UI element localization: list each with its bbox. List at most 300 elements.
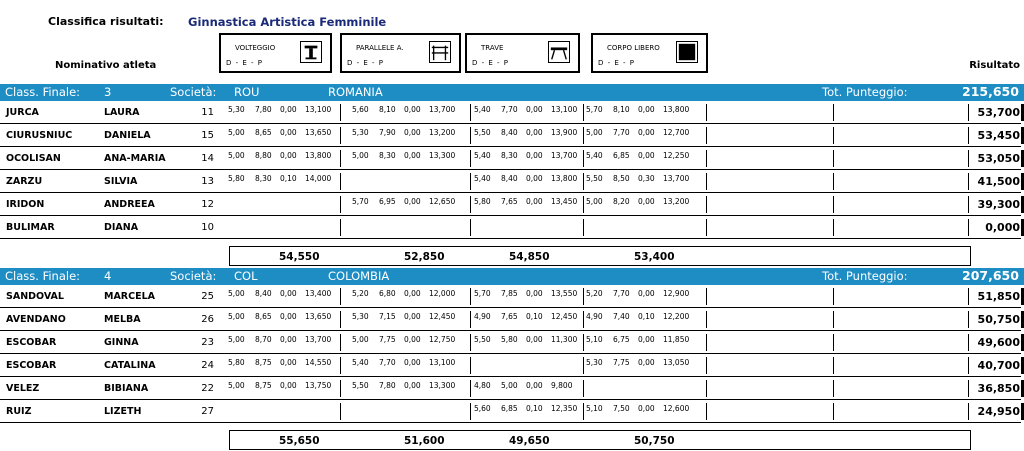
score-p: 0,00 <box>404 289 421 298</box>
column-divider <box>833 334 834 351</box>
column-divider <box>340 288 341 305</box>
score-d: 5,40 <box>586 151 603 160</box>
column-divider <box>833 127 834 144</box>
column-divider <box>968 150 969 167</box>
column-divider <box>583 150 584 167</box>
column-divider <box>470 150 471 167</box>
score-p: 0,00 <box>404 335 421 344</box>
score-total: 13,550 <box>551 289 578 298</box>
athlete-bib: 14 <box>201 153 214 164</box>
column-divider <box>470 196 471 213</box>
column-divider <box>968 219 969 236</box>
athlete-row <box>0 285 1024 308</box>
athlete-row <box>0 308 1024 331</box>
class-label: Class. Finale: <box>5 269 81 283</box>
column-divider <box>340 127 341 144</box>
society-label: Società: <box>170 269 217 283</box>
apparatus-dep: D - E - P <box>472 59 509 67</box>
score-d: 5,60 <box>352 105 369 114</box>
athlete-first-name: GINNA <box>104 337 139 348</box>
score-p: 0,00 <box>404 151 421 160</box>
athlete-last-name: CIURUSNIUC <box>6 130 73 141</box>
column-divider <box>706 380 707 397</box>
score-total: 13,400 <box>305 289 332 298</box>
score-total: 11,850 <box>663 335 690 344</box>
score-d: 5,30 <box>352 128 369 137</box>
column-divider <box>968 311 969 328</box>
score-p: 0,00 <box>404 105 421 114</box>
score-d: 4,90 <box>474 312 491 321</box>
score-d: 5,70 <box>586 105 603 114</box>
column-divider <box>833 104 834 121</box>
score-d: 5,30 <box>586 358 603 367</box>
score-d: 5,50 <box>586 174 603 183</box>
column-divider <box>833 357 834 374</box>
column-divider <box>968 196 969 213</box>
score-d: 5,00 <box>352 335 369 344</box>
score-d: 5,00 <box>352 151 369 160</box>
team-code: COL <box>234 269 258 283</box>
apparatus-dep: D - E - P <box>598 59 635 67</box>
column-divider <box>340 380 341 397</box>
athlete-row <box>0 216 1024 239</box>
score-p: 0,00 <box>280 151 297 160</box>
athlete-first-name: LAURA <box>104 107 140 118</box>
athlete-first-name: DIANA <box>104 222 139 233</box>
athlete-last-name: IRIDON <box>6 199 45 210</box>
athlete-row <box>0 193 1024 216</box>
apparatus-dep: D - E - P <box>347 59 384 67</box>
score-d: 5,40 <box>474 151 491 160</box>
class-label: Class. Finale: <box>5 85 81 99</box>
column-divider <box>583 288 584 305</box>
score-p: 0,10 <box>526 404 543 413</box>
score-p: 0,00 <box>638 197 655 206</box>
score-p: 0,00 <box>526 105 543 114</box>
score-d: 5,70 <box>474 289 491 298</box>
floor-icon <box>676 41 698 63</box>
athlete-bib: 27 <box>201 406 214 417</box>
athlete-result: 50,750 <box>977 313 1020 326</box>
athlete-row <box>0 101 1024 124</box>
score-d: 5,50 <box>352 381 369 390</box>
team-rank: 3 <box>104 85 112 99</box>
athlete-last-name: RUIZ <box>6 406 32 417</box>
score-e: 8,70 <box>255 335 272 344</box>
score-e: 8,10 <box>379 105 396 114</box>
total-label: Tot. Punteggio: <box>822 269 908 283</box>
athlete-last-name: ESCOBAR <box>6 360 57 371</box>
athlete-first-name: ANA-MARIA <box>104 153 166 164</box>
score-e: 7,15 <box>379 312 396 321</box>
column-divider <box>968 173 969 190</box>
score-d: 5,00 <box>228 312 245 321</box>
score-p: 0,00 <box>526 197 543 206</box>
apparatus-total: 51,600 <box>404 435 445 447</box>
athlete-result: 39,300 <box>977 198 1020 211</box>
athlete-result: 53,450 <box>977 129 1020 142</box>
column-divider <box>340 357 341 374</box>
score-d: 5,40 <box>474 174 491 183</box>
score-e: 8,30 <box>255 174 272 183</box>
apparatus-name: VOLTEGGIO <box>235 44 276 52</box>
score-p: 0,00 <box>526 128 543 137</box>
column-divider <box>470 219 471 236</box>
score-d: 5,30 <box>228 105 245 114</box>
athlete-bib: 25 <box>201 291 214 302</box>
column-divider <box>470 311 471 328</box>
score-e: 8,40 <box>501 174 518 183</box>
athlete-row <box>0 331 1024 354</box>
score-total: 13,300 <box>429 151 456 160</box>
score-p: 0,10 <box>638 312 655 321</box>
athlete-bib: 23 <box>201 337 214 348</box>
apparatus-total: 55,650 <box>279 435 320 447</box>
athlete-row <box>0 147 1024 170</box>
score-e: 7,70 <box>379 358 396 367</box>
score-d: 5,50 <box>474 128 491 137</box>
score-d: 5,70 <box>352 197 369 206</box>
column-divider <box>340 403 341 420</box>
score-e: 7,85 <box>501 289 518 298</box>
score-e: 7,70 <box>613 128 630 137</box>
athlete-bib: 15 <box>201 130 214 141</box>
athlete-last-name: ZARZU <box>6 176 43 187</box>
column-divider <box>583 380 584 397</box>
score-d: 5,60 <box>474 404 491 413</box>
score-total: 12,450 <box>429 312 456 321</box>
column-divider <box>470 380 471 397</box>
score-p: 0,10 <box>280 174 297 183</box>
athlete-last-name: VELEZ <box>6 383 40 394</box>
column-divider <box>706 150 707 167</box>
athlete-bib: 26 <box>201 314 214 325</box>
score-p: 0,00 <box>404 358 421 367</box>
beam-icon <box>548 41 570 63</box>
athlete-bib: 10 <box>201 222 214 233</box>
score-d: 4,80 <box>474 381 491 390</box>
score-e: 7,90 <box>379 128 396 137</box>
score-e: 7,40 <box>613 312 630 321</box>
column-divider <box>340 150 341 167</box>
apparatus-total: 50,750 <box>634 435 675 447</box>
apparatus-vault <box>219 33 332 73</box>
column-divider <box>706 311 707 328</box>
score-d: 5,00 <box>228 381 245 390</box>
score-d: 5,30 <box>352 312 369 321</box>
apparatus-name: TRAVE <box>481 44 504 52</box>
score-total: 13,650 <box>305 312 332 321</box>
column-divider <box>583 334 584 351</box>
column-divider <box>833 380 834 397</box>
score-e: 5,80 <box>501 335 518 344</box>
athlete-first-name: LIZETH <box>104 406 142 417</box>
score-e: 8,50 <box>613 174 630 183</box>
athlete-first-name: ANDREEA <box>104 199 155 210</box>
score-d: 5,20 <box>352 289 369 298</box>
score-total: 14,550 <box>305 358 332 367</box>
athlete-last-name: ESCOBAR <box>6 337 57 348</box>
athlete-result: 41,500 <box>977 175 1020 188</box>
score-e: 6,85 <box>501 404 518 413</box>
athlete-result: 53,700 <box>977 106 1020 119</box>
score-p: 0,00 <box>404 381 421 390</box>
column-divider <box>968 403 969 420</box>
score-d: 5,00 <box>228 335 245 344</box>
athlete-result: 0,000 <box>985 221 1020 234</box>
score-p: 0,00 <box>638 289 655 298</box>
score-e: 8,75 <box>255 381 272 390</box>
column-divider <box>833 196 834 213</box>
score-total: 12,450 <box>551 312 578 321</box>
athlete-row <box>0 400 1024 423</box>
score-p: 0,00 <box>526 381 543 390</box>
apparatus-total: 54,550 <box>279 251 320 263</box>
score-e: 7,80 <box>379 381 396 390</box>
score-e: 8,75 <box>255 358 272 367</box>
score-e: 8,10 <box>613 105 630 114</box>
athlete-first-name: DANIELA <box>104 130 151 141</box>
score-total: 13,200 <box>429 128 456 137</box>
score-p: 0,00 <box>280 128 297 137</box>
score-total: 13,300 <box>429 381 456 390</box>
column-divider <box>340 173 341 190</box>
score-d: 5,80 <box>228 358 245 367</box>
score-e: 8,65 <box>255 128 272 137</box>
score-total: 13,700 <box>305 335 332 344</box>
column-divider <box>968 288 969 305</box>
score-d: 5,00 <box>586 128 603 137</box>
score-total: 13,050 <box>663 358 690 367</box>
column-divider <box>470 127 471 144</box>
score-total: 13,700 <box>429 105 456 114</box>
column-divider <box>583 311 584 328</box>
column-divider <box>706 219 707 236</box>
column-divider <box>706 334 707 351</box>
athlete-last-name: BULIMAR <box>6 222 55 233</box>
score-e: 8,65 <box>255 312 272 321</box>
report-title: Ginnastica Artistica Femminile <box>188 15 387 29</box>
score-d: 5,00 <box>228 128 245 137</box>
athlete-result: 40,700 <box>977 359 1020 372</box>
apparatus-name: CORPO LIBERO <box>607 44 660 52</box>
athlete-row <box>0 124 1024 147</box>
score-p: 0,00 <box>526 174 543 183</box>
score-total: 13,800 <box>305 151 332 160</box>
score-e: 8,40 <box>501 128 518 137</box>
score-p: 0,00 <box>526 289 543 298</box>
score-total: 12,900 <box>663 289 690 298</box>
score-d: 4,90 <box>586 312 603 321</box>
column-divider <box>583 104 584 121</box>
score-total: 12,350 <box>551 404 578 413</box>
score-total: 12,750 <box>429 335 456 344</box>
column-divider <box>833 219 834 236</box>
score-p: 0,00 <box>638 335 655 344</box>
score-p: 0,00 <box>404 197 421 206</box>
score-d: 5,20 <box>586 289 603 298</box>
column-divider <box>833 173 834 190</box>
column-divider <box>340 196 341 213</box>
score-e: 7,75 <box>613 358 630 367</box>
apparatus-total: 49,650 <box>509 435 550 447</box>
athlete-bib: 24 <box>201 360 214 371</box>
athlete-result: 49,600 <box>977 336 1020 349</box>
athlete-last-name: SANDOVAL <box>6 291 64 302</box>
score-total: 13,750 <box>305 381 332 390</box>
score-total: 12,250 <box>663 151 690 160</box>
column-divider <box>968 127 969 144</box>
vault-icon <box>300 41 322 63</box>
score-total: 13,100 <box>551 105 578 114</box>
result-column-header: Risultato <box>969 60 1020 71</box>
athlete-first-name: SILVIA <box>104 176 138 187</box>
column-divider <box>968 357 969 374</box>
score-p: 0,00 <box>404 128 421 137</box>
score-e: 7,75 <box>379 335 396 344</box>
score-e: 7,70 <box>501 105 518 114</box>
athlete-last-name: AVENDANO <box>6 314 66 325</box>
team-country: ROMANIA <box>328 85 383 99</box>
apparatus-total: 54,850 <box>509 251 550 263</box>
score-e: 6,95 <box>379 197 396 206</box>
apparatus-beam <box>465 33 580 73</box>
apparatus-total: 53,400 <box>634 251 675 263</box>
team-total: 207,650 <box>962 268 1019 283</box>
score-e: 5,00 <box>501 381 518 390</box>
team-header-band <box>0 268 1024 285</box>
column-divider <box>833 311 834 328</box>
column-divider <box>470 104 471 121</box>
apparatus-uneven-bars <box>340 33 461 73</box>
score-total: 14,000 <box>305 174 332 183</box>
column-divider <box>706 196 707 213</box>
column-divider <box>583 403 584 420</box>
athlete-bib: 11 <box>201 107 214 118</box>
athlete-result: 24,950 <box>977 405 1020 418</box>
score-p: 0,00 <box>638 105 655 114</box>
column-divider <box>706 173 707 190</box>
score-total: 13,100 <box>305 105 332 114</box>
team-code: ROU <box>234 85 260 99</box>
score-p: 0,00 <box>404 312 421 321</box>
athlete-column-header: Nominativo atleta <box>55 60 157 71</box>
score-total: 13,200 <box>663 197 690 206</box>
team-country: COLOMBIA <box>328 269 390 283</box>
column-divider <box>833 150 834 167</box>
score-e: 6,85 <box>613 151 630 160</box>
report-label: Classifica risultati: <box>48 15 164 28</box>
score-d: 5,40 <box>352 358 369 367</box>
team-apparatus-totals <box>229 430 971 450</box>
score-d: 5,80 <box>228 174 245 183</box>
score-d: 5,50 <box>474 335 491 344</box>
score-p: 0,00 <box>526 335 543 344</box>
score-e: 7,65 <box>501 312 518 321</box>
athlete-result: 51,850 <box>977 290 1020 303</box>
column-divider <box>583 219 584 236</box>
score-total: 13,800 <box>551 174 578 183</box>
team-header-band <box>0 84 1024 101</box>
score-e: 8,30 <box>501 151 518 160</box>
score-total: 13,900 <box>551 128 578 137</box>
row-divider <box>0 422 1021 423</box>
total-label: Tot. Punteggio: <box>822 85 908 99</box>
athlete-result: 36,850 <box>977 382 1020 395</box>
score-total: 13,100 <box>429 358 456 367</box>
score-p: 0,00 <box>280 335 297 344</box>
column-divider <box>968 380 969 397</box>
apparatus-total: 52,850 <box>404 251 445 263</box>
column-divider <box>968 104 969 121</box>
athlete-first-name: BIBIANA <box>104 383 149 394</box>
score-p: 0,00 <box>280 312 297 321</box>
column-divider <box>968 334 969 351</box>
column-divider <box>340 219 341 236</box>
score-total: 12,200 <box>663 312 690 321</box>
column-divider <box>706 403 707 420</box>
score-p: 0,00 <box>638 128 655 137</box>
society-label: Società: <box>170 85 217 99</box>
score-d: 5,10 <box>586 404 603 413</box>
score-p: 0,00 <box>280 358 297 367</box>
column-divider <box>340 311 341 328</box>
column-divider <box>706 357 707 374</box>
athlete-last-name: OCOLISAN <box>6 153 61 164</box>
uneven-bars-icon <box>429 41 451 63</box>
column-divider <box>470 357 471 374</box>
athlete-bib: 13 <box>201 176 214 187</box>
score-p: 0,00 <box>280 381 297 390</box>
column-divider <box>583 357 584 374</box>
apparatus-name: PARALLELE A. <box>356 44 404 52</box>
score-d: 5,80 <box>474 197 491 206</box>
column-divider <box>470 403 471 420</box>
score-p: 0,00 <box>638 358 655 367</box>
athlete-first-name: MARCELA <box>104 291 155 302</box>
apparatus-dep: D - E - P <box>226 59 263 67</box>
score-total: 12,600 <box>663 404 690 413</box>
score-p: 0,10 <box>526 312 543 321</box>
athlete-bib: 12 <box>201 199 214 210</box>
score-total: 13,650 <box>305 128 332 137</box>
score-d: 5,00 <box>228 289 245 298</box>
score-d: 5,10 <box>586 335 603 344</box>
score-p: 0,00 <box>280 289 297 298</box>
score-e: 6,80 <box>379 289 396 298</box>
score-e: 7,50 <box>613 404 630 413</box>
column-divider <box>706 288 707 305</box>
column-divider <box>583 173 584 190</box>
athlete-first-name: CATALINA <box>104 360 156 371</box>
score-e: 6,75 <box>613 335 630 344</box>
score-p: 0,00 <box>638 151 655 160</box>
column-divider <box>470 288 471 305</box>
score-e: 7,65 <box>501 197 518 206</box>
column-divider <box>706 127 707 144</box>
score-total: 11,300 <box>551 335 578 344</box>
score-p: 0,30 <box>638 174 655 183</box>
score-total: 12,650 <box>429 197 456 206</box>
athlete-result: 53,050 <box>977 152 1020 165</box>
score-total: 13,800 <box>663 105 690 114</box>
score-e: 8,80 <box>255 151 272 160</box>
athlete-last-name: JURCA <box>6 107 39 118</box>
column-divider <box>833 288 834 305</box>
score-total: 12,700 <box>663 128 690 137</box>
column-divider <box>340 104 341 121</box>
score-e: 8,30 <box>379 151 396 160</box>
